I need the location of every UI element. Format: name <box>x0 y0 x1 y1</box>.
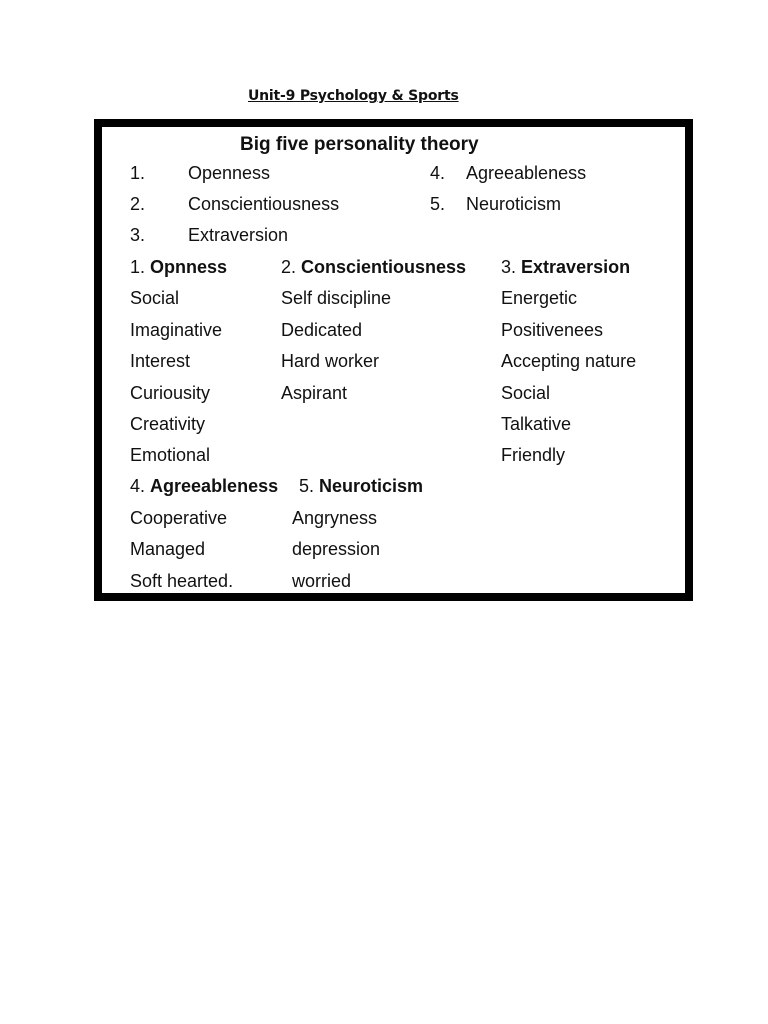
trait-name: Agreeableness <box>150 476 279 496</box>
summary-number-3: 3. <box>130 225 146 245</box>
trait-item: Accepting nature <box>501 351 637 371</box>
big-five-figure <box>94 119 693 601</box>
trait-item: Aspirant <box>281 383 348 403</box>
summary-item-agreeableness: Agreeableness <box>466 163 587 183</box>
trait-item: Soft hearted. <box>130 571 234 591</box>
trait-item: Interest <box>130 351 191 371</box>
trait-item: worried <box>292 571 352 591</box>
trait-item: Social <box>501 383 551 403</box>
summary-item-conscientiousness: Conscientiousness <box>188 194 340 214</box>
summary-number-2: 2. <box>130 194 146 214</box>
trait-item: Curiousity <box>130 383 211 403</box>
trait-item: Energetic <box>501 288 578 308</box>
trait-name: Neuroticism <box>319 476 424 496</box>
trait-item: Cooperative <box>130 508 228 528</box>
figure-title: Big five personality theory <box>240 134 479 155</box>
trait-number: 4. <box>130 476 146 496</box>
trait-number: 1. <box>130 257 146 277</box>
trait-item: Social <box>130 288 180 308</box>
trait-item: Managed <box>130 539 206 559</box>
trait-item: Angryness <box>292 508 378 528</box>
summary-number-1: 1. <box>130 163 146 183</box>
trait-heading-conscientiousness <box>281 256 466 278</box>
trait-heading-extraversion <box>501 256 630 278</box>
trait-name: Conscientiousness <box>301 257 467 277</box>
trait-number: 5. <box>299 476 315 496</box>
summary-number-4: 4. <box>430 163 446 183</box>
trait-item: Creativity <box>130 414 206 434</box>
summary-item-extraversion: Extraversion <box>188 225 289 245</box>
summary-item-neuroticism: Neuroticism <box>466 194 562 214</box>
trait-item: Self discipline <box>281 288 392 308</box>
summary-number-5: 5. <box>430 194 446 214</box>
trait-name: Extraversion <box>521 257 631 277</box>
trait-name: Opnness <box>150 257 228 277</box>
trait-item: Imaginative <box>130 320 223 340</box>
summary-item-openness: Openness <box>188 163 271 183</box>
trait-heading-neuroticism <box>299 475 423 497</box>
trait-item: Talkative <box>501 414 572 434</box>
trait-item: Hard worker <box>281 351 380 371</box>
trait-number: 2. <box>281 257 297 277</box>
trait-heading-openness <box>130 256 227 278</box>
trait-number: 3. <box>501 257 517 277</box>
trait-heading-agreeableness <box>130 475 278 497</box>
trait-item: Friendly <box>501 445 566 465</box>
trait-item: Positivenees <box>501 320 604 340</box>
trait-item: Emotional <box>130 445 211 465</box>
trait-item: depression <box>292 539 381 559</box>
page-heading: Unit-9 Psychology & Sports <box>248 88 459 104</box>
trait-item: Dedicated <box>281 320 363 340</box>
